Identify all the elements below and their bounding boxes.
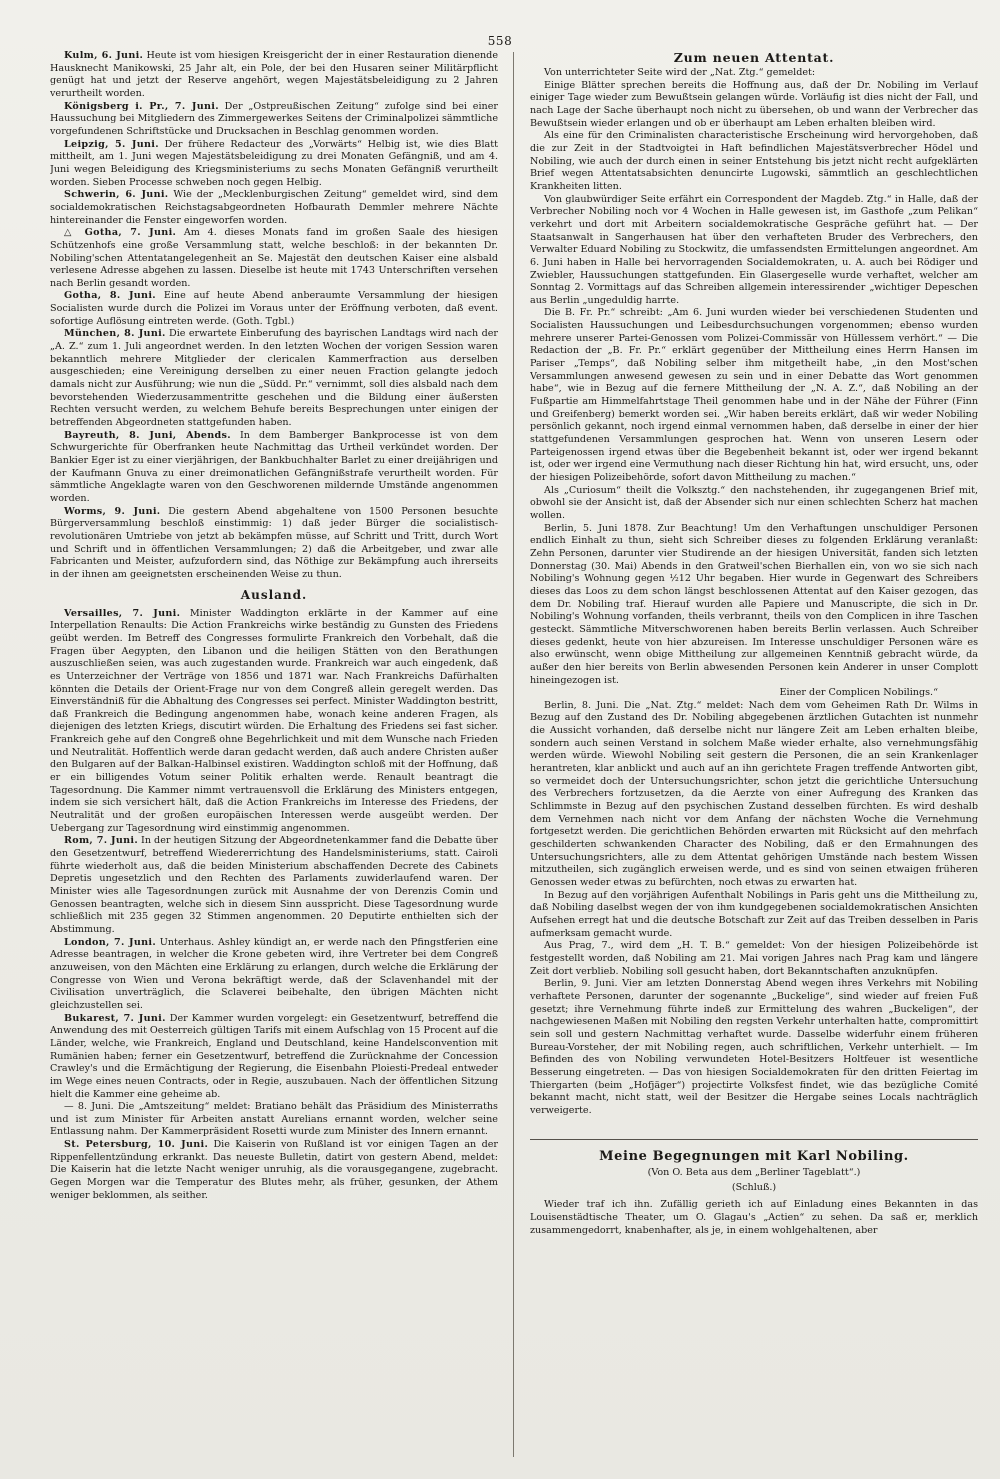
- domestic-news: [50, 50, 498, 582]
- feuilleton-continuation: (Schluß.): [731, 1182, 777, 1194]
- column-divider: [513, 52, 514, 1457]
- article-paragraph: Von unterrichteter Seite wird der „Nat. Ztg.“ gemeldet:: [544, 67, 816, 78]
- dateline: St. Petersburg, 10. Juni.: [64, 1139, 209, 1151]
- news-item: [50, 1013, 498, 1102]
- article-paragraph: Als „Curiosum“ theilt die Volksztg.“ den nachstehenden, ihr zugegangenen Brief mit, obwohl sie der Ansicht ist, daß der Absender sich nur einen schlechten Scherz hat machen wollen.: [530, 484, 978, 521]
- news-text: Der Kammer wurden vorgelegt: ein Gesetzentwurf, betreffend die Anwendung des mit Oesterreich gültigen Tarifs mit einem Aufschlag von 15 Procent auf die Länder, welche, wie Frankreich, England und Deutschland, keine Handelsconvention mit Rumänien haben; ferner ein Gesetzentwurf, betreffend die Zurücknahme der Concession Crawley's und die Ermächtigung der Regierung, die Eisenbahn Ploiesti-Predeal entweder im Wege eines neuen Contracts, oder in Regie, auszubauen. Nach der öffentlichen Sitzung hielt die Kammer eine geheime ab.: [50, 1012, 498, 1100]
- article-paragraph: Als eine für den Criminalisten characteristische Erscheinung wird hervorgehoben, daß die zur Zeit in der Stadtvoigtei in Haft befindlichen Majestätsverbrecher Hödel und Nobiling, wie auch der durch einen in seiner Entstehung bis jetzt nicht recht aufgeklärten Brief wegen Attentatsabsichten denuncirte Lugowski, sämmtlich an geschlechtlichen Krankheiten litten.: [530, 130, 978, 192]
- feuilleton-title: Meine Begegnungen mit Karl Nobiling.: [599, 1149, 909, 1165]
- news-text: Unterhaus. Ashley kündigt an, er werde nach den Pfingstferien eine Adresse beantragen, in welcher die Krone gebeten wird, ihre Vertreter bei dem Congreß anzuweisen, von den Mächten eine Erklärung zu erlangen, durch welche die Erklärung der Congresse von Wien und Verona bekräftigt werde, daß der Sclavenhandel mit der Civilisation unverträglich, die Sclaverei beibehalte, den übrigen Mächten nicht gleichzustellen sei.: [50, 936, 498, 1011]
- news-item: [50, 1139, 498, 1202]
- article-title: Zum neuen Attentat.: [673, 50, 835, 65]
- dateline: △ Gotha, 7. Juni.: [64, 227, 177, 239]
- section-title-ausland: Ausland.: [240, 587, 308, 602]
- dateline: Bayreuth, 8. Juni, Abends.: [64, 429, 231, 441]
- foreign-news: [50, 608, 498, 1203]
- dateline: Kulm, 6. Juni.: [64, 50, 144, 61]
- feuilleton-byline: (Von O. Beta aus dem „Berliner Tageblatt“.): [647, 1167, 861, 1179]
- dateline: Rom, 7. Juni.: [64, 835, 138, 847]
- dateline: Gotha, 8. Juni.: [64, 290, 156, 302]
- dateline: London, 7. Juni.: [64, 936, 156, 948]
- article-paragraph: Berlin, 5. Juni 1878. Zur Beachtung! Um den Verhaftungen unschuldiger Personen endlich Einhalt zu thun, sieht sich Schreiber dieses zu folgenden Erklärung veranlaßt: Zehn Personen, darunter vier Studirende an der hiesigen Universität, fanden sich letzten Donnerstag (30. Mai) Abends in den Gratweil'schen Bierhallen ein, von wo sie sich nach Nobiling's Wohnung gegen ½12 Uhr begaben. Hier wurde in Gegenwart des Schreibers dieses das Loos zu dem schon längst beschlossenen Attentat auf den Kaiser gezogen, das dem Dr. Nobiling traf. Hierauf wurden alle Papiere und Manuscripte, die sich in Dr. Nobiling's Wohnung vorfanden, theils verbrannt, theils von den Complicen in ihre Taschen gesteckt. Sämmtliche Mitverschworenen haben bereits Berlin verlassen. Auch Schreiber dieses gedenkt, heute von hier abzureisen. Im Interesse unschuldiger Personen wäre es also erwünscht, wenn obige Mittheilung zur allgemeinen Kenntniß gebracht würde, da außer den hier bereits von Berlin abwesenden Personen kein Anderer in unser Complott hineingezogen ist.: [530, 522, 978, 686]
- news-item: [50, 506, 498, 582]
- article-paragraph: Von glaubwürdiger Seite erfährt ein Correspondent der Magdeb. Ztg.“ in Halle, daß der Verbrecher Nobiling noch vor 4 Wochen in Halle gewesen ist, im Gasthofe „zum Pelikan“ verkehrt und dort mit Arbeitern socialdemokratische Gespräche geführt hat. — Der Staatsanwalt in Sangerhausen hat über den verhafteten Bruder des Verbrechers, den Verwalter Eduard Nobiling zu Stockwitz, die umfassendsten Ermittelungen angeordnet. Am 6. Juni haben in Halle bei hervorragenden Socialdemokraten, u. A. auch bei Rödiger und Zwiebler, Haussuchungen stattgefunden. Ein Glasergeselle wurde verhaftet, welcher am Sonntag 2. Vormittags auf das Schreiben allgemein interessirender „wichtiger Depeschen aus Berlin „ungeduldig harrte.: [530, 193, 978, 306]
- news-item: [50, 835, 498, 936]
- news-text: In dem Bamberger Bankprocesse ist von dem Schwurgerichte für Oberfranken heute Nachmittag das Urtheil verkündet worden. Der Bankier Eger ist zu einer vierjährigen, der Bankbuchhalter Barlet zu einer dreijährigen und der Kaufmann Gnuva zu einer dreimonatlichen Gefängnißstrafe verurtheilt worden. Für sämmtliche Angeklagte waren von den Geschworenen mildernde Umstände angenommen worden.: [50, 429, 498, 504]
- feuilleton-divider: [530, 1139, 978, 1140]
- news-item: [50, 227, 498, 290]
- article-paragraph: In Bezug auf den vorjährigen Aufenthalt Nobilings in Paris geht uns die Mittheilung zu, daß Nobiling daselbst wegen der von ihm kundgegebenen socialdemokratischen Ansichten Aufsehen erregt hat und die deutsche Botschaft zur Zeit auf das Treiben desselben in Paris aufmerksam gemacht wurde.: [530, 889, 978, 939]
- news-item: [50, 1101, 498, 1139]
- feuilleton-text: Wieder traf ich ihn. Zufällig gerieth ich auf Einladung eines Bekannten in das Louisenstädtische Theater, um O. Glagau's „Actien“ zu sehen. Da saß er, merklich zusammengedorrt, knabenhafter, als je, in einem wohlgehaltenen, aber: [530, 1199, 978, 1236]
- news-item: [50, 101, 498, 139]
- dateline: Leipzig, 5. Juni.: [64, 138, 159, 150]
- news-text: In der heutigen Sitzung der Abgeordnetenkammer fand die Debatte über den Gesetzentwurf, betreffend Wiedererrichtung des Handelsministeriums, statt. Cairoli führte wiederholt aus, daß die beiden Ministerium abschaffenden Decrete des Cabinets Depretis ungesetzlich und den Rechten des Parlaments zuwiderlaufend waren. Der Minister wies alle Tagesordnungen zurück mit Ausnahme der von Derenzis Comin und Genossen beantragten, welche sich in diesem Sinn ausspricht. Diese Tagesordnung wurde schließlich mit 235 gegen 32 Stimmen angenommen. 20 Deputirte enthielten sich der Abstimmung.: [50, 835, 498, 935]
- article-paragraph: Berlin, 9. Juni. Vier am letzten Donnerstag Abend wegen ihres Verkehrs mit Nobiling verhaftete Personen, darunter der sogenannte „Buckelige“, sind wieder auf freien Fuß gesetzt; ihre Vernehmung führte indeß zur Ermittelung des wahren „Buckeligen“, der nachgewiesenen Maßen mit Nobiling den regsten Verkehr unterhalten hatte, compromittirt sein soll und gestern Nachmittag verhaftet wurde. Dasselbe widerfuhr einem früheren Bureau-Vorsteher, der mit Nobiling regen, auch schriftlichen, Verkehr unterhielt. — Im Befinden des von Nobiling verwundeten Hotel-Besitzers Holtfeuer ist wesentliche Besserung eingetreten. — Das von hiesigen Socialdemokraten für den dritten Feiertag im Thiergarten (beim „Hofjäger“) projectirte Volksfest findet, wie das bezügliche Comité bekannt macht, nicht statt, weil der Besitzer die Hergabe seines Locals nachträglich verweigerte.: [530, 978, 978, 1116]
- news-item: [50, 430, 498, 506]
- article-paragraph: Aus Prag, 7., wird dem „H. T. B.“ gemeldet: Von der hiesigen Polizeibehörde ist festgestellt worden, daß Nobiling am 21. Mai vorigen Jahres nach Prag kam und längere Zeit dort verblieb. Nobiling soll gesucht haben, dort Bekanntschaften anzuknüpfen.: [530, 940, 978, 977]
- news-item: [50, 290, 498, 328]
- article-paragraph: Einige Blätter sprechen bereits die Hoffnung aus, daß der Dr. Nobiling im Verlauf einiger Tage wieder zum Bewußtsein gelangen würde. Vorläufig ist dies nicht der Fall, und nach Lage der Sache überhaupt noch nicht zu übersehen, ob und wann der Verbrecher das Bewußtsein wieder erlangen und ob er überhaupt am Leben erhalten bleiben wird.: [530, 79, 978, 129]
- news-text: Die gestern Abend abgehaltene von 1500 Personen besuchte Bürgerversammlung beschloß einstimmig: 1) daß jeder Bürger die socialistisch-revolutionären Umtriebe von jetzt ab bekämpfen müsse, auf Schritt und Tritt, durch Wort und Schrift und in öffentlichen Versammlungen; 2) daß die Arbeitgeber, und zwar alle Fabricanten und Meister, aufzufordern sind, das Nöthige zur Bekämpfung auch ihrerseits in der ihnen am geeignetsten erscheinenden Weise zu thun.: [50, 505, 498, 580]
- dateline: München, 8. Juni.: [64, 328, 166, 340]
- dateline: Königsberg i. Pr., 7. Juni.: [64, 100, 219, 112]
- news-item: [50, 139, 498, 190]
- right-column: [530, 50, 978, 1460]
- news-text: Die Kaiserin von Rußland ist vor einigen Tagen an der Rippenfellentzündung erkrankt. Das neueste Bulletin, datirt von gestern Abend, meldet: Die Kaiserin hat die letzte Nacht weniger unruhig, als die vorausgegangene, zugebracht. Gegen Morgen war die Temperatur des Blutes mehr, als früher, gesunken, der Athem weniger beklommen, als seither.: [50, 1139, 498, 1201]
- dateline: Bukarest, 7. Juni.: [64, 1012, 166, 1024]
- dateline: Schwerin, 6. Juni.: [64, 189, 169, 201]
- article-paragraph: Die B. Fr. Pr.“ schreibt: „Am 6. Juni wurden wieder bei verschiedenen Studenten und Socialisten Haussuchungen und Leibesdurchsuchungen vorgenommen; ebenso wurden mehrere unserer Partei-Genossen vom Polizei-Commissär von Hüllessem verhört.“ — Die Redaction der „B. Fr. Pr.“ erklärt gegenüber der Mittheilung eines Herrn Hansen im Pariser „Temps“, daß Nobiling selber ihm mitgetheilt habe, „in den Most'schen Versammlungen anwesend gewesen zu sein und in einer Debatte das Wort genommen habe“, wie in Bezug auf die fernere Mittheilung der „N. A. Z.“, daß Nobiling an der Fußpartie am Himmelfahrtstage Theil genommen habe und in der Nähe der Führer (Finn und Greifenberg) bemerkt worden sei. „Wir haben bereits erklärt, daß wir weder Nobiling persönlich gekannt, noch irgend einmal vernommen haben, daß derselbe in einer der hier stattgefundenen Versammlungen gesprochen hat. Wenn von unseren Lesern oder Parteigenossen irgend etwas über die Begebenheit bekannt ist, oder wer irgend bekannt ist, oder wer irgend eine Vermuthung nach dieser Richtung hin hat, wird ersucht, uns, oder der hiesigen Polizeibehörde, sofort davon Mittheilung zu machen.“: [530, 307, 978, 483]
- news-text: Eine auf heute Abend anberaumte Versammlung der hiesigen Socialisten wurde durch die Polizei im Voraus unter der Eröffnung verboten, daß event. sofortige Auflösung eintreten werde. (Goth. Tgbl.): [50, 290, 498, 327]
- dateline: Versailles, 7. Juni.: [64, 607, 181, 619]
- article-paragraph: Berlin, 8. Juni. Die „Nat. Ztg.“ meldet: Nach dem vom Geheimen Rath Dr. Wilms in Bezug auf den Zustand des Dr. Nobiling abgegebenen ärztlichen Gutachten ist nunmehr die Aussicht vorhanden, daß derselbe nicht nur längere Zeit am Leben erhalten bleibe, sondern auch seinen Verstand in solchem Maße wieder erhalte, also vernehmungsfähig werden würde. Wiewohl Nobiling seit gestern die Personen, die an sein Krankenlager herantreten, klar anblickt und auch auf an ihn gerichtete Fragen treffende Antworten gibt, so vermeidet doch der Untersuchungsrichter, schon jetzt die gerichtliche Untersuchung des Verbrechers fortzusetzen, da die Aerzte von einer Aufregung des Kranken das Schlimmste in Bezug auf den psychischen Zustand desselben fürchten. Es wird deshalb dem Vernehmen nach nicht vor dem Anfang der nächsten Woche die Vernehmung fortgesetzt werden. Die gerichtlichen Behörden erwarten mit Rücksicht auf den mehrfach geschilderten schwankenden Character des Nobiling, daß er den Ermahnungen des Untersuchungsrichters, alle zu dem Attentat gehörigen Umstände nach bestem Wissen mitzutheilen, sich zugänglich erweisen werde, und es sind von seinen etwaigen früheren Genossen weder etwas zu befürchten, noch etwas zu erwarten hat.: [530, 699, 978, 888]
- news-item: [50, 189, 498, 227]
- news-text: — 8. Juni. Die „Amtszeitung“ meldet: Bratiano behält das Präsidium des Ministerraths und ist zum Minister für Arbeiten anstatt Aurelians ernannt worden, welcher seine Entlassung nahm. Der Kammerpräsident Rosetti wurde zum Minister des Innern ernannt.: [50, 1101, 498, 1138]
- dateline: Worms, 9. Juni.: [64, 505, 161, 517]
- news-text: Heute ist vom hiesigen Kreisgericht der in einer Restauration dienende Hausknecht Manikowski, 25 Jahr alt, ein Pole, der bei den Husaren seiner Militärpflicht genügt hat und jetzt der Reserve angehört, wegen Majestätsbeleidigung zu 2 Jahren verurtheilt worden.: [50, 50, 498, 99]
- news-text: Am 4. dieses Monats fand im großen Saale des hiesigen Schützenhofs eine große Versammlung statt, welche beschloß: in der bekannten Dr. Nobiling'schen Attentatangelegenheit an Se. Majestät den deutschen Kaiser eine alsbald verlesene Adresse abgehen zu lassen. Dieselbe ist heute mit 1743 Unterschriften versehen nach Berlin gesandt worden.: [50, 227, 498, 289]
- news-item: [50, 328, 498, 429]
- news-text: Der „Ostpreußischen Zeitung“ zufolge sind bei einer Haussuchung bei Mitgliedern des Zimmergewerkes Seitens der Criminalpolizei sämmtliche vorgefundenen Schriftstücke und Drucksachen in Beschlag genommen worden.: [50, 100, 498, 137]
- news-item: [50, 50, 498, 101]
- page-number: 558: [487, 34, 513, 48]
- news-text: Der frühere Redacteur des „Vorwärts“ Helbig ist, wie dies Blatt mittheilt, am 1. Juni wegen Majestätsbeleidigung zu drei Monaten Gefängniß, und am 4. Juni wegen Beleidigung des Kriegsministeriums zu sechs Monaten Gefängniß verurtheilt worden. Sieben Processe schweben noch gegen Helbig.: [50, 138, 498, 188]
- article-paragraph: Einer der Complicen Nobilings.“: [779, 687, 938, 699]
- news-item: [50, 608, 498, 836]
- news-item: [50, 937, 498, 1013]
- article-body: [530, 67, 978, 1117]
- left-column: [50, 50, 498, 1460]
- news-text: Wie der „Mecklenburgischen Zeitung“ gemeldet wird, sind dem socialdemokratischen Reichstagsabgeordneten Hofbaurath Demmler mehrere Nächte hintereinander die Fenster eingeworfen worden.: [50, 189, 498, 226]
- news-text: Minister Waddington erklärte in der Kammer auf eine Interpellation Renaults: Die Action Frankreichs wirke beständig zu Gunsten des Friedens geübt werden. Im Betreff des Congresses formulirte Frankreich den Vorbehalt, daß die Fragen über Aegypten, den Libanon und die heiligen Stätten von den Berathungen auszuschließen seien, was auch zugestanden wurde. Frankreich war auch eingedenk, daß es Unterzeichner der Verträge von 1856 und 1871 war. Nach Frankreichs Dafürhalten könnten die Details der Orient-Frage nur von dem Congreß allein geregelt werden. Das Einverständniß für die Abhaltung des Congresses sei perfect. Minister Waddington bestritt, daß Frankreich die Bedingung angenommen habe, wonach keine anderen Fragen, als diejenigen des letzten Kriegs, discutirt würden. Die Erhaltung des Friedens sei fast sicher. Frankreich gehe auf den Congreß ohne Begehrlichkeit und mit dem Wunsche nach Frieden und Neutralität. Hoffentlich werde daran gedacht werden, daß auch andere Christen außer den Bulgaren auf der Balkan-Halbinsel existiren. Waddington schloß mit der Hoffnung, daß er ein billigendes Votum seiner Politik erhalten werde. Renault beantragt die Tagesordnung. Die Kammer nimmt vertrauensvoll die Erklärung des Ministers entgegen, indem sie sich versichert hält, daß die Action Frankreichs im Interesse des Friedens, der Neutralität und der großen europäischen Interessen werde ausgeübt werden. Der Uebergang zur Tagesordnung wird einstimmig angenommen.: [50, 607, 498, 834]
- news-text: Die erwartete Einberufung des bayrischen Landtags wird nach der „A. Z.“ zum 1. Juli angeordnet werden. In den letzten Wochen der vorigen Session waren bekanntlich mehrere Mitglieder der clericalen Kammerfraction aus derselben ausgeschieden; eine Vereinigung derselben zu einer neuen Fraction gelangte jedoch damals nicht zur Ausführung; wie nun die „Südd. Pr.“ vernimmt, soll dies alsbald nach dem bevorstehenden Wiederzusammentritte geschehen und die Bildung einer äußersten Rechten versucht werden, zu welchem Behufe bereits Besprechungen unter einigen der betreffenden Abgeordneten stattgefunden haben.: [50, 328, 498, 429]
